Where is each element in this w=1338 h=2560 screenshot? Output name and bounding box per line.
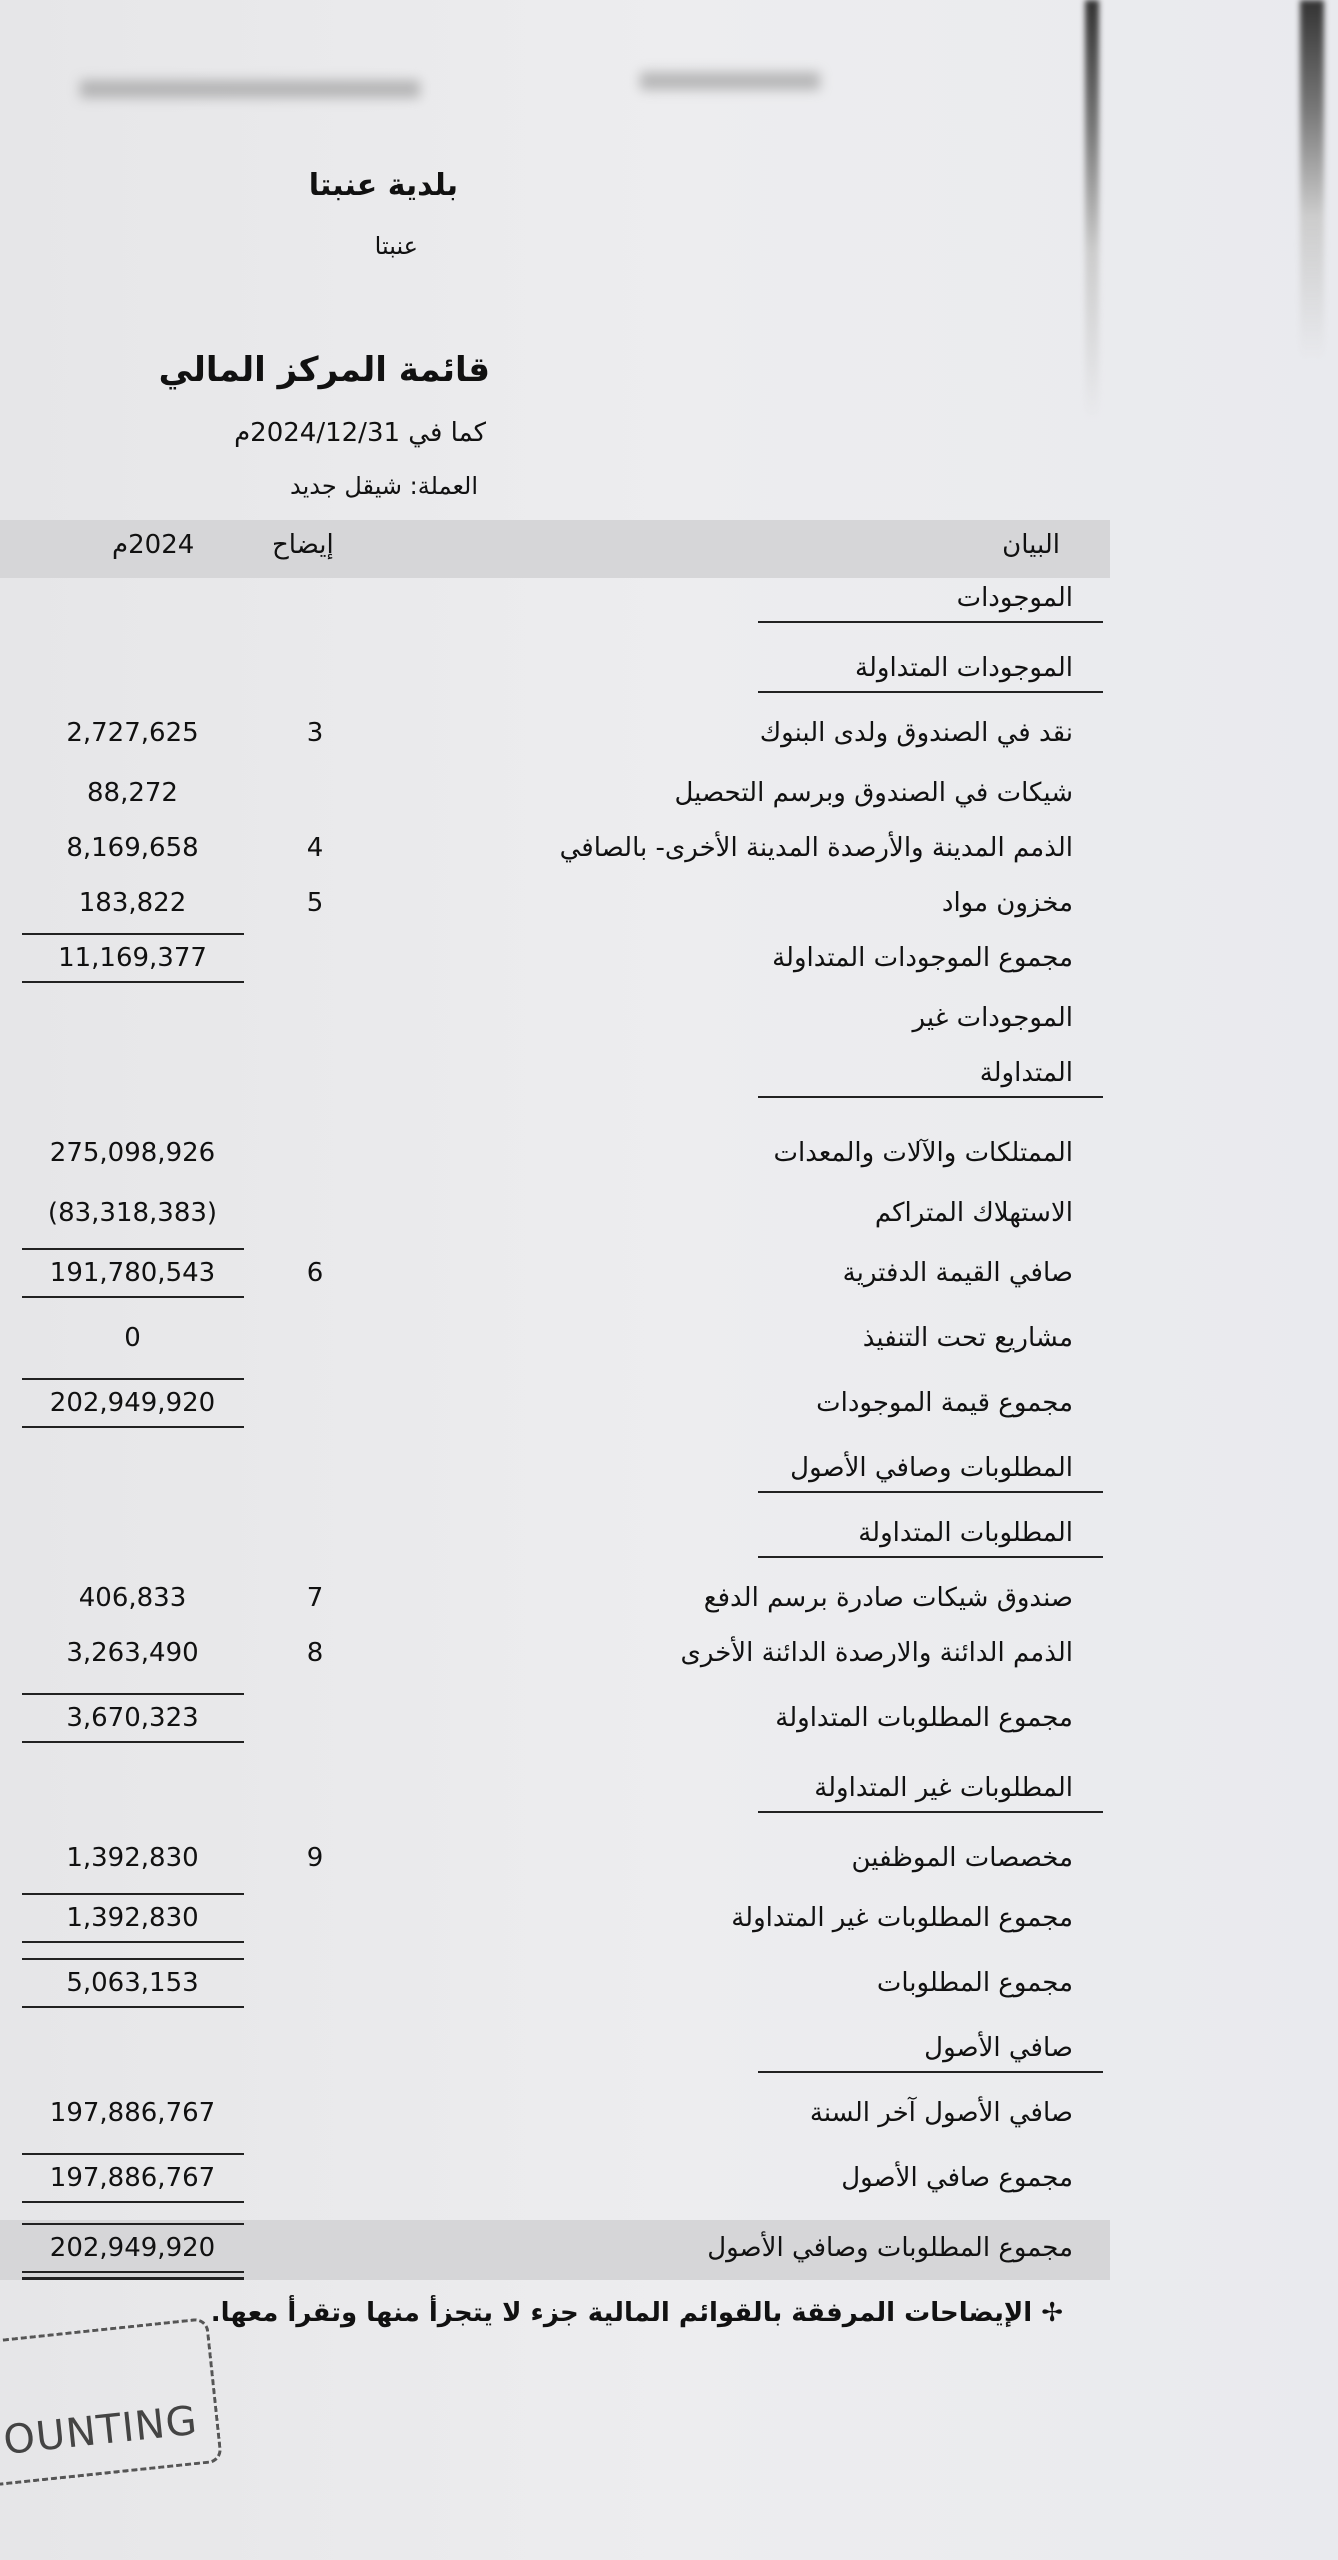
row-amount: 202,949,920 xyxy=(49,1388,216,1418)
total-row xyxy=(0,1895,1338,1945)
row-amount: 11,169,377 xyxy=(58,943,207,973)
row-amount: 88,272 xyxy=(87,778,178,808)
heading-underline xyxy=(758,1096,1103,1098)
row-label: صافي القيمة الدفترية xyxy=(842,1258,1073,1288)
scan-smudge xyxy=(80,80,420,98)
amount-rule xyxy=(22,2271,244,2273)
row-amount: 1,392,830 xyxy=(66,1843,199,1873)
scan-edge xyxy=(1300,0,1324,360)
row-amount: 202,949,920 xyxy=(49,2233,216,2263)
row-label: مشاريع تحت التنفيذ xyxy=(862,1323,1073,1353)
table-row xyxy=(0,1630,1338,1680)
currency-label: العملة: شيقل جديد xyxy=(290,472,478,500)
row-label: مجموع الموجودات المتداولة xyxy=(772,943,1073,973)
row-label: الذمم المدينة والأرصدة المدينة الأخرى- بالصافي xyxy=(559,833,1073,863)
heading-underline xyxy=(758,621,1103,623)
total-row xyxy=(0,1250,1338,1300)
section-heading-row xyxy=(0,2025,1338,2075)
row-note: 9 xyxy=(306,1843,324,1873)
amount-rule xyxy=(22,933,244,935)
row-label: المطلوبات وصافي الأصول xyxy=(790,1453,1073,1483)
row-note: 5 xyxy=(306,888,324,918)
amount-rule xyxy=(22,1296,244,1298)
row-amount: 183,822 xyxy=(78,888,187,918)
column-note: إيضاح xyxy=(272,530,334,560)
row-label: المتداولة xyxy=(979,1058,1073,1088)
accounting-stamp xyxy=(0,2317,223,2489)
row-label: المطلوبات المتداولة xyxy=(858,1518,1073,1548)
section-heading-row xyxy=(0,575,1338,625)
table-row xyxy=(0,1130,1338,1180)
total-row xyxy=(0,2155,1338,2205)
section-heading-row xyxy=(0,1510,1338,1560)
table-row xyxy=(0,880,1338,930)
row-label: نقد في الصندوق ولدى البنوك xyxy=(759,718,1073,748)
amount-rule xyxy=(22,1941,244,1943)
row-label: الاستهلاك المتراكم xyxy=(874,1198,1073,1228)
row-note: 7 xyxy=(306,1583,324,1613)
row-label: مخصصات الموظفين xyxy=(851,1843,1073,1873)
table-row xyxy=(0,770,1338,820)
table-row xyxy=(0,1190,1338,1240)
row-note: 3 xyxy=(306,718,324,748)
amount-rule xyxy=(22,1693,244,1695)
total-row xyxy=(0,995,1338,1045)
row-label: الموجودات المتداولة xyxy=(855,653,1073,683)
row-label: مجموع المطلوبات وصافي الأصول xyxy=(707,2233,1073,2263)
heading-underline xyxy=(758,1811,1103,1813)
scan-smudge xyxy=(640,72,820,90)
section-heading-row xyxy=(0,1050,1338,1100)
row-label: مخزون مواد xyxy=(941,888,1073,918)
row-label: مجموع صافي الأصول xyxy=(841,2163,1073,2193)
statement-title: قائمة المركز المالي xyxy=(158,350,490,390)
bullet-icon: ✢ xyxy=(1032,2298,1063,2328)
heading-underline xyxy=(758,1491,1103,1493)
statement-date: كما في 2024/12/31م xyxy=(234,418,486,448)
heading-underline xyxy=(758,1556,1103,1558)
row-amount: 275,098,926 xyxy=(49,1138,216,1168)
table-row xyxy=(0,1315,1338,1365)
row-amount: 2,727,625 xyxy=(66,718,199,748)
section-heading-row xyxy=(0,1445,1338,1495)
total-row xyxy=(0,1695,1338,1745)
row-label: الذمم الدائنة والارصدة الدائنة الأخرى xyxy=(680,1638,1073,1668)
table-row xyxy=(0,1835,1338,1885)
row-amount: 3,670,323 xyxy=(66,1703,199,1733)
row-amount: 1,392,830 xyxy=(66,1903,199,1933)
footnote xyxy=(211,2298,1063,2328)
amount-rule xyxy=(22,1958,244,1960)
stamp-text: OUNTING xyxy=(1,2397,200,2464)
amount-rule xyxy=(22,1741,244,1743)
row-amount: 191,780,543 xyxy=(49,1258,216,1288)
row-amount: (83,318,383) xyxy=(47,1198,218,1228)
row-label: مجموع المطلوبات المتداولة xyxy=(775,1703,1073,1733)
row-note: 8 xyxy=(306,1638,324,1668)
total-row xyxy=(0,935,1338,985)
double-rule xyxy=(22,2277,244,2280)
total-row xyxy=(0,1960,1338,2010)
footnote-text: الإيضاحات المرفقة بالقوائم المالية جزء لا يتجزأ منها وتقرأ معها. xyxy=(210,2298,1033,2328)
amount-rule xyxy=(22,2201,244,2203)
row-label: المطلوبات غير المتداولة xyxy=(814,1773,1073,1803)
section-heading-row xyxy=(0,1765,1338,1815)
row-label: مجموع المطلوبات xyxy=(876,1968,1073,1998)
table-row xyxy=(0,825,1338,875)
row-label: صندوق شيكات صادرة برسم الدفع xyxy=(703,1583,1073,1613)
row-amount: 0 xyxy=(124,1323,141,1353)
row-amount: 8,169,658 xyxy=(66,833,199,863)
row-label: صافي الأصول xyxy=(924,2033,1073,2063)
row-amount: 3,263,490 xyxy=(66,1638,199,1668)
amount-rule xyxy=(22,1378,244,1380)
table-row xyxy=(0,2090,1338,2140)
amount-rule xyxy=(22,1893,244,1895)
row-amount: 197,886,767 xyxy=(49,2163,216,2193)
table-row xyxy=(0,1575,1338,1625)
row-amount: 197,886,767 xyxy=(49,2098,216,2128)
section-heading-row xyxy=(0,645,1338,695)
organization-name: بلدية عنبتا xyxy=(308,168,458,203)
amount-rule xyxy=(22,1248,244,1250)
row-note: 6 xyxy=(306,1258,324,1288)
amount-rule xyxy=(22,2006,244,2008)
row-amount: 5,063,153 xyxy=(66,1968,199,1998)
row-amount: 406,833 xyxy=(78,1583,187,1613)
city-name: عنبتا xyxy=(374,232,418,260)
row-label: مجموع المطلوبات غير المتداولة xyxy=(731,1903,1073,1933)
scan-edge xyxy=(1085,0,1099,420)
heading-underline xyxy=(758,691,1103,693)
row-label: الموجودات xyxy=(956,583,1073,613)
row-note: 4 xyxy=(306,833,324,863)
heading-underline xyxy=(758,2071,1103,2073)
row-label: صافي الأصول آخر السنة xyxy=(809,2098,1073,2128)
amount-rule xyxy=(22,2153,244,2155)
total-row xyxy=(0,2225,1338,2275)
row-label: مجموع قيمة الموجودات xyxy=(816,1388,1073,1418)
amount-rule xyxy=(22,981,244,983)
amount-rule xyxy=(22,2223,244,2225)
total-row xyxy=(0,1380,1338,1430)
row-label: الممتلكات والآلات والمعدات xyxy=(773,1138,1073,1168)
amount-rule xyxy=(22,1426,244,1428)
row-label: شيكات في الصندوق وبرسم التحصيل xyxy=(674,778,1073,808)
table-row xyxy=(0,710,1338,760)
column-description: البيان xyxy=(1002,530,1060,560)
column-year: 2024م xyxy=(112,530,195,560)
row-label: الموجودات غير xyxy=(912,1003,1073,1033)
